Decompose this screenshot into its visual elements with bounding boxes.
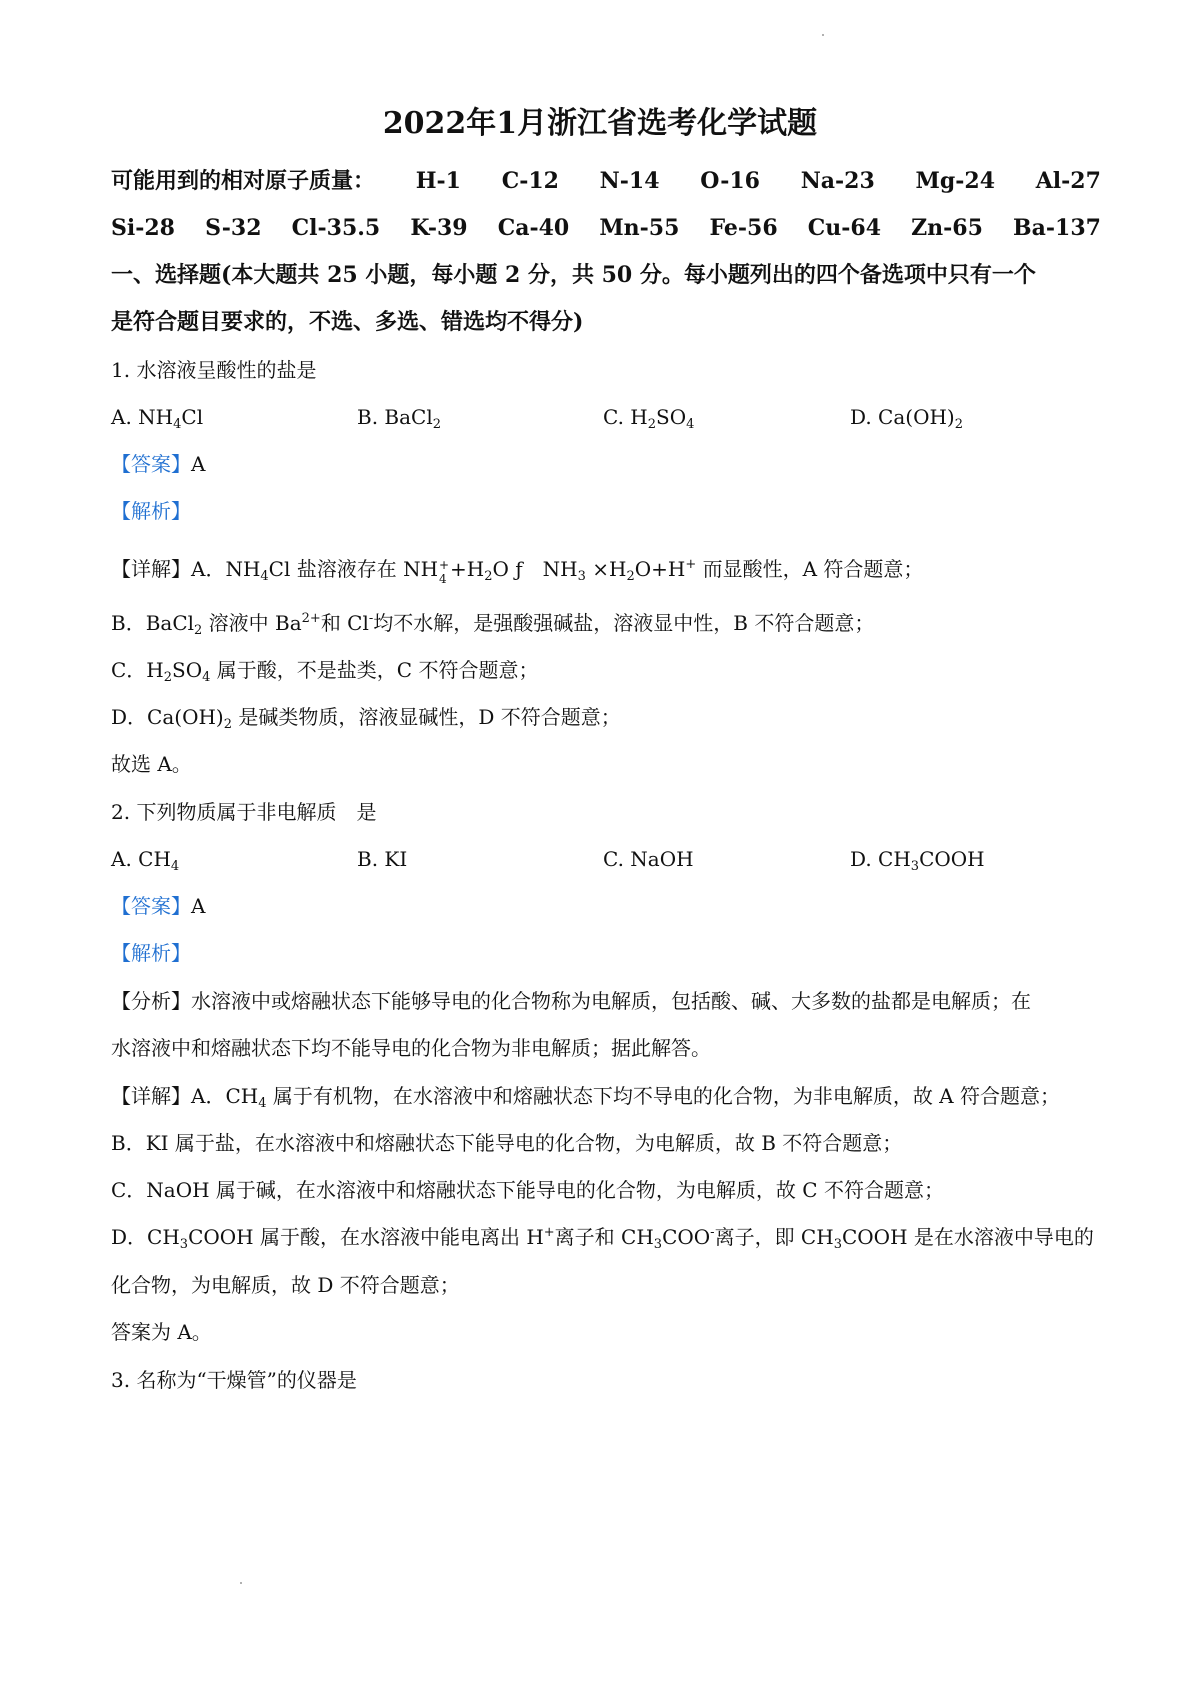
atomic-mass: Na-23	[800, 168, 875, 194]
q1-option-a: A. $NH_4Cl$	[111, 405, 204, 432]
q1-answer: 【答案】A	[111, 452, 206, 476]
q3-stem: 3. 名称为“干燥管”的仪器是	[111, 1368, 357, 1392]
q1-analysis-tag: 【解析】	[111, 499, 191, 523]
q1-option-d: D. $Ca(OH)_2$	[850, 405, 963, 432]
q2-option-b: B. KI	[357, 847, 408, 871]
atomic-mass: Al-27	[1035, 168, 1101, 194]
answer-tag: 【答案】	[111, 452, 191, 476]
q1-option-c: C. $H_2SO_4$	[603, 405, 695, 432]
q2-fenxi-line-1: 【分析】水溶液中或熔融状态下能够导电的化合物称为电解质，包括酸、碱、大多数的盐都是电解质；在	[111, 989, 1031, 1013]
answer-tag: 【答案】	[111, 894, 191, 918]
atomic-mass: Mn-55	[599, 215, 680, 241]
atomic-mass-label: 可能用到的相对原子质量：	[111, 168, 376, 194]
atomic-mass: Mg-24	[915, 168, 996, 194]
atomic-mass: H-1	[415, 168, 461, 194]
q1-stem: 1. 水溶液呈酸性的盐是	[111, 358, 317, 382]
atomic-mass: K-39	[410, 215, 468, 241]
section-heading-line-1: 一、选择题(本大题共 25 小题，每小题 2 分，共 50 分。每小题列出的四个备选项中只有一个	[111, 262, 1036, 288]
q1-conclusion: 故选 A。	[111, 752, 192, 776]
q2-detail-a: 【详解】A．$CH_4$ 属于有机物，在水溶液中和熔融状态下均不导电的化合物，为非电解质，故 A 符合题意；	[111, 1084, 1060, 1111]
atomic-mass: Ba-137	[1013, 215, 1101, 241]
q2-option-d: D. $CH_3COOH$	[850, 847, 985, 874]
atomic-mass-row-1	[111, 168, 1101, 194]
section-heading-line-2: 是符合题目要求的，不选、多选、错选均不得分)	[111, 309, 584, 335]
q1-option-b: B. BaCl$_2$	[357, 405, 442, 432]
q1-detail-d: D．$Ca(OH)_2$ 是碱类物质，溶液显碱性，D 不符合题意；	[111, 705, 621, 732]
scan-speck	[822, 34, 824, 36]
q2-detail-d-line-2: 化合物，为电解质，故 D 不符合题意；	[111, 1273, 460, 1297]
q2-fenxi-line-2: 水溶液中和熔融状态下均不能导电的化合物为非电解质；据此解答。	[111, 1036, 711, 1060]
q2-detail-b: B．KI 属于盐，在水溶液中和熔融状态下能导电的化合物，为电解质，故 B 不符合题意；	[111, 1131, 903, 1155]
atomic-mass: Ca-40	[497, 215, 570, 241]
atomic-mass: C-12	[501, 168, 559, 194]
atomic-mass: Cl-35.5	[291, 215, 381, 241]
scan-speck	[240, 1582, 242, 1584]
atomic-mass: Fe-56	[709, 215, 778, 241]
q1-detail-c: C．$H_2SO_4$ 属于酸，不是盐类，C 不符合题意；	[111, 658, 539, 685]
atomic-mass: Cu-64	[807, 215, 882, 241]
atomic-mass-row-2	[111, 215, 1101, 241]
q2-stem: 2. 下列物质属于非电解质 是	[111, 800, 377, 824]
q1-detail-a: 【详解】A．$NH_4Cl$ 盐溶液存在 NH + 4 $+H_2O$ ƒ $NH_3 \times H_2O+H^+$ 而显酸性，A 符合题意；	[111, 557, 924, 586]
atomic-mass: S-32	[205, 215, 262, 241]
ammonium-ion-charge: + 4	[439, 558, 450, 586]
q2-analysis-tag: 【解析】	[111, 941, 191, 965]
q2-conclusion: 答案为 A。	[111, 1320, 212, 1344]
q1-detail-b: B．BaCl$_2$ 溶液中 $Ba^{2+}$和 Cl-均不水解，是强酸强碱盐，溶液显中性，B 不符合题意；	[111, 611, 875, 638]
q2-answer: 【答案】A	[111, 894, 206, 918]
q2-detail-c: C．NaOH 属于碱，在水溶液中和熔融状态下能导电的化合物，为电解质，故 C 不符合题意；	[111, 1178, 944, 1202]
atomic-mass: O-16	[700, 168, 760, 194]
atomic-mass: Zn-65	[911, 215, 983, 241]
q2-detail-d-line-1: D．$CH_3COOH$ 属于酸，在水溶液中能电离出 H+离子和 $CH_3COO^-$离子，即 $CH_3COOH$ 是在水溶液中导电的	[111, 1225, 1094, 1252]
page-title: 2022年1月浙江省选考化学试题	[382, 106, 818, 141]
q2-option-a: A. $CH_4$	[111, 847, 180, 874]
q2-option-c: C. NaOH	[603, 847, 694, 871]
atomic-mass: Si-28	[111, 215, 175, 241]
atomic-mass: N-14	[599, 168, 660, 194]
